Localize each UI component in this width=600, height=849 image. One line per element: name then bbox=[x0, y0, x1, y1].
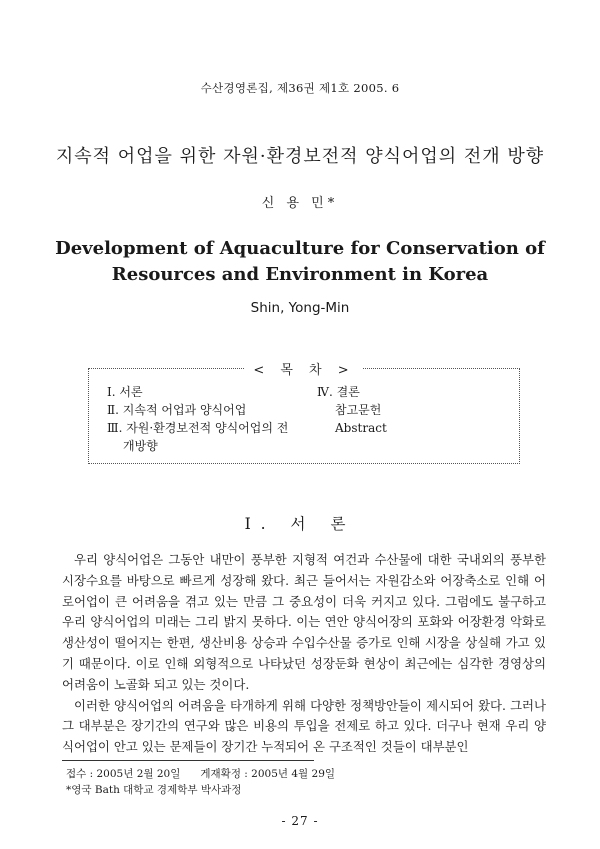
paragraph: 이러한 양식어업의 어려움을 타개하게 위해 다양한 정책방안들이 제시되어 왔다. 그러나 그 대부분은 장기간의 연구와 많은 비용의 투입을 전제로 하고 있다. 더구나 현재 우리 양식어업이 안고 있는 문제들이 장기간 누적되어 온 구조적인 것들이 대부분인 bbox=[62, 697, 546, 755]
english-author: Shin, Yong-Min bbox=[250, 300, 350, 316]
korean-author: 신 용 민* bbox=[261, 196, 339, 211]
korean-title: 지속적 어업을 위한 자원·환경보전적 양식어업의 전개 방향 bbox=[55, 146, 545, 167]
toc-item-continuation: 개방향 bbox=[123, 439, 158, 453]
body-text bbox=[62, 550, 546, 758]
toc-item: Ⅳ. 결론 bbox=[317, 385, 360, 399]
table-of-contents bbox=[88, 363, 520, 464]
toc-item: Ⅲ. 자원·환경보전적 양식어업의 전 bbox=[107, 421, 289, 435]
toc-right-column bbox=[317, 383, 507, 437]
toc-item: Ⅰ. 서론 bbox=[107, 385, 143, 399]
page-number: - 27 - bbox=[281, 814, 319, 828]
english-title-line-2: Resources and Environment in Korea bbox=[111, 264, 489, 285]
journal-citation: 수산경영론집, 제36권 제1호 2005. 6 bbox=[200, 81, 400, 95]
footnote-divider bbox=[62, 760, 314, 761]
toc-left-column bbox=[107, 383, 317, 455]
toc-item: 참고문헌 bbox=[335, 403, 382, 417]
section-heading: Ⅰ. 서 론 bbox=[244, 515, 356, 533]
toc-item: Abstract bbox=[335, 421, 387, 435]
english-title-line-1: Development of Aquaculture for Conservation of bbox=[55, 238, 545, 259]
paragraph: 우리 양식어업은 그동안 내만이 풍부한 지형적 여건과 수산물에 대한 국내외의 풍부한 시장수요를 바탕으로 빠르게 성장해 왔다. 최근 들어서는 자원감소와 어장축소로 인해 어로어업이 큰 어려움을 겪고 있는 만큼 그 중요성이 더욱 커지고 있다. 그럼에도 불구하고 우리 양식어업의 미래는 그리 밝지 못하다. 이는 연안 양식어장의 포화와 어장환경 악화로 생산성이 떨어지는 한편, 생산비용 상승과 수입수산물 증가로 인해 시장을 상실해 가고 있기 때문이다. 이로 인해 외형적으로 나타났던 성장둔화 현상이 최근에는 심각한 경영상의 어려움이 노골화 되고 있는 것이다. bbox=[62, 552, 546, 692]
toc-title: < 목 차 > bbox=[89, 359, 519, 378]
footnote-affiliation: *영국 Bath 대학교 경제학부 박사과정 bbox=[66, 784, 242, 796]
toc-item: Ⅱ. 지속적 어업과 양식어업 bbox=[107, 403, 247, 417]
english-title bbox=[0, 236, 600, 288]
footnote-dates: 접수 : 2005년 2월 20일 게재확정 : 2005년 4월 29일 bbox=[66, 768, 336, 780]
